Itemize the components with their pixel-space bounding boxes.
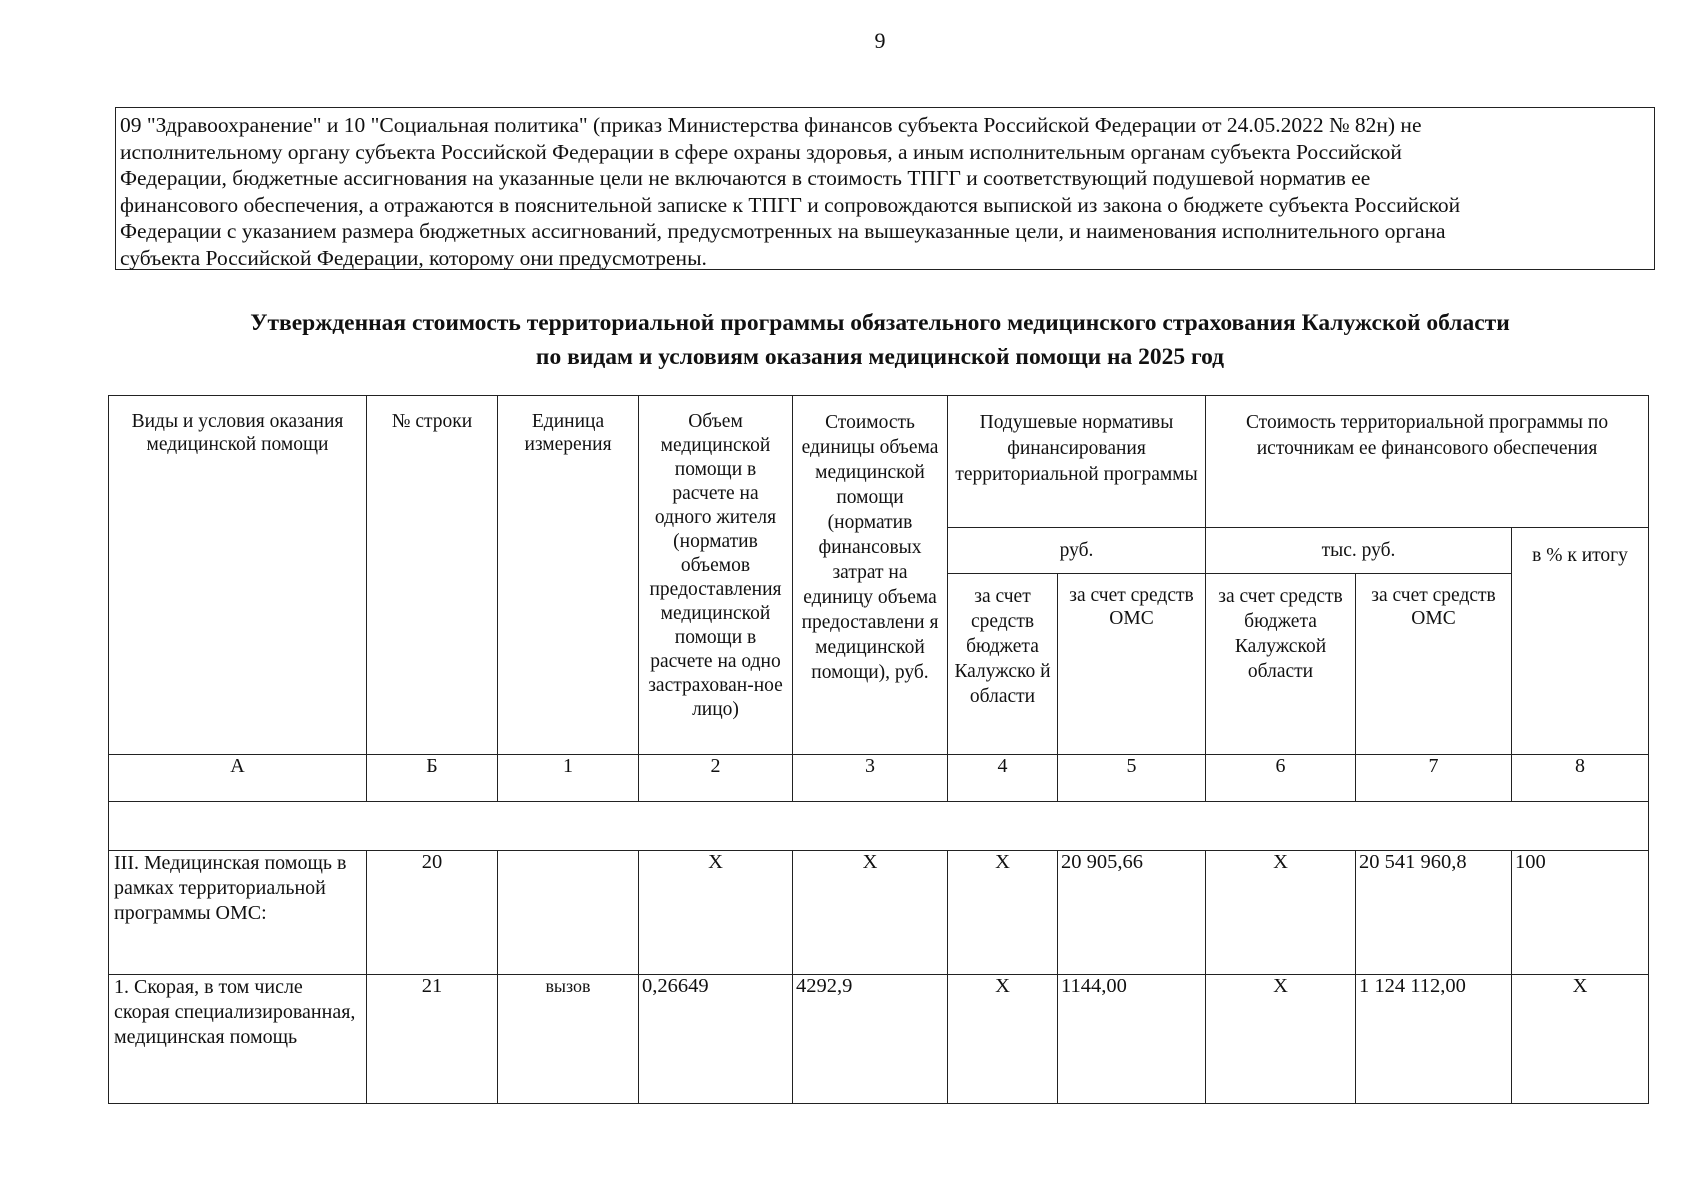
header-program-cost: Стоимость территориальной программы по источникам ее финансового обеспечения	[1206, 396, 1649, 528]
row-budget-per-capita: X	[948, 975, 1058, 1104]
title-line-2: по видам и условиям оказания медицинской помощи на 2025 год	[535, 344, 1225, 370]
note-line: 09 "Здравоохранение" и 10 "Социальная политика" (приказ Министерства финансов субъекта Российской Федерации от 24.05.2022 № 82н) не	[120, 113, 1422, 137]
column-number: 4	[948, 755, 1058, 802]
header-budget-total: за счет средств бюджета Калужской области	[1206, 574, 1356, 755]
row-unit	[498, 851, 639, 975]
note-box	[115, 107, 1655, 270]
column-number-row	[109, 755, 1649, 802]
page-number: 9	[874, 28, 886, 53]
row-name: III. Медицинская помощь в рамках территориальной программы ОМС:	[109, 851, 367, 975]
column-number: Б	[367, 755, 498, 802]
column-number: 7	[1356, 755, 1512, 802]
column-number: 3	[793, 755, 948, 802]
column-number: А	[109, 755, 367, 802]
header-unit: Единица измерения	[498, 396, 639, 755]
header-volume: Объем медицинской помощи в расчете на одного жителя (норматив объемов предоставления медицинской помощи в расчете на одно застрахован-ное лицо)	[639, 396, 793, 755]
column-number: 6	[1206, 755, 1356, 802]
header-oms-per-capita: за счет средств ОМС	[1058, 574, 1206, 755]
row-oms-per-capita: 20 905,66	[1058, 851, 1206, 975]
header-budget-per-capita: за счет средств бюджета Калужско й области	[948, 574, 1058, 755]
header-rub: руб.	[948, 528, 1206, 574]
row-percent: X	[1512, 975, 1649, 1104]
table-row	[109, 975, 1649, 1104]
document-title	[110, 306, 1650, 374]
row-number: 20	[367, 851, 498, 975]
note-line: Федерации с указанием размера бюджетных ассигнований, предусмотренных на вышеуказанные цели, и наименования исполнительного органа	[120, 219, 1446, 243]
note-line: финансового обеспечения, а отражаются в пояснительной записке к ТПГГ и сопровождаются выпиской из закона о бюджете субъекта Российской	[120, 192, 1461, 217]
column-number: 8	[1512, 755, 1649, 802]
column-number: 2	[639, 755, 793, 802]
column-number: 1	[498, 755, 639, 802]
blank-cell	[109, 802, 1649, 851]
table-row	[109, 851, 1649, 975]
header-per-capita: Подушевые нормативы финансирования территориальной программы	[948, 396, 1206, 528]
row-number: 21	[367, 975, 498, 1104]
header-thous-rub: тыс. руб.	[1206, 528, 1512, 574]
row-budget-total: X	[1206, 851, 1356, 975]
row-unit-cost: X	[793, 851, 948, 975]
row-oms-per-capita: 1144,00	[1058, 975, 1206, 1104]
cost-table	[108, 395, 1649, 1104]
row-unit: вызов	[498, 975, 639, 1104]
row-budget-per-capita: X	[948, 851, 1058, 975]
note-line: субъекта Российской Федерации, которому они предусмотрены.	[120, 245, 707, 270]
header-percent: в % к итогу	[1512, 528, 1649, 755]
title-line-1: Утвержденная стоимость территориальной программы обязательного медицинского страхования Калужской области	[250, 310, 1510, 336]
header-row-1	[109, 396, 1649, 528]
row-oms-total: 1 124 112,00	[1356, 975, 1512, 1104]
row-budget-total: X	[1206, 975, 1356, 1104]
note-line: исполнительному органу субъекта Российской Федерации в сфере охраны здоровья, а иным исполнительным органам субъекта Российской	[120, 139, 1402, 164]
row-unit-cost: 4292,9	[793, 975, 948, 1104]
column-number: 5	[1058, 755, 1206, 802]
header-unit-cost: Стоимость единицы объема медицинской помощи (норматив финансовых затрат на единицу объема предоставлени я медицинской помощи), руб.	[793, 396, 948, 755]
note-line: Федерации, бюджетные ассигнования на указанные цели не включаются в стоимость ТПГГ и соответствующий подушевой норматив ее	[120, 166, 1371, 190]
row-oms-total: 20 541 960,8	[1356, 851, 1512, 975]
row-volume: 0,26649	[639, 975, 793, 1104]
blank-row	[109, 802, 1649, 851]
row-volume: X	[639, 851, 793, 975]
row-percent: 100	[1512, 851, 1649, 975]
header-row-number: № строки	[367, 396, 498, 755]
header-oms-total: за счет средств ОМС	[1356, 574, 1512, 755]
header-types: Виды и условия оказания медицинской помощи	[109, 396, 367, 755]
row-name: 1. Скорая, в том числе скорая специализированная, медицинская помощь	[109, 975, 367, 1104]
